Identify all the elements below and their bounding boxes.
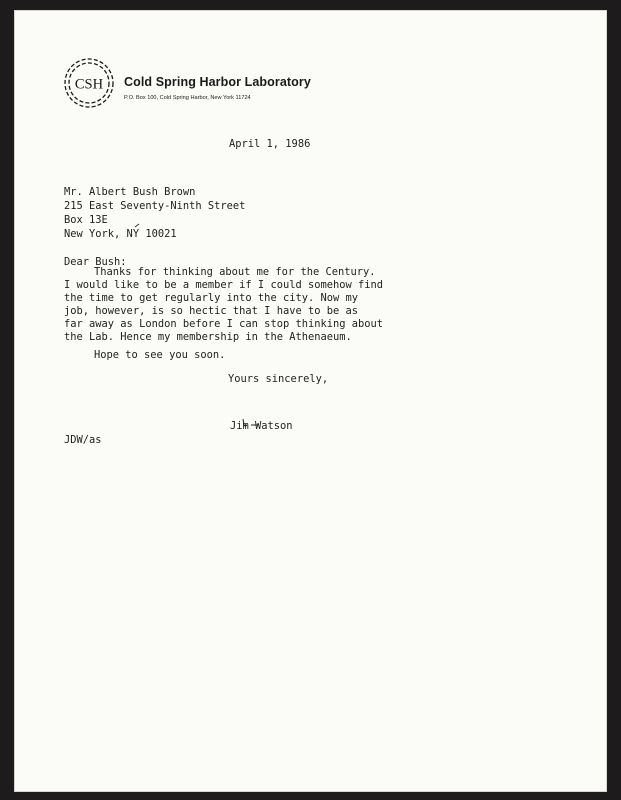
letter-date: April 1, 1986 [229, 138, 311, 150]
org-name: Cold Spring Harbor Laboratory [124, 75, 311, 89]
body-line: Thanks for thinking about me for the Century. [94, 266, 376, 278]
logo-text: CSH [74, 76, 104, 93]
recipient-unit: Box 13E [64, 214, 108, 226]
body-line: I would like to be a member if I could somehow find [64, 279, 384, 291]
body-line: the Lab. Hence my membership in the Athenaeum. [64, 331, 352, 343]
closing-line: Hope to see you soon. [94, 349, 226, 361]
salutation: Dear Bush: [64, 256, 127, 268]
recipient-city: New York, NY 10021 [64, 228, 177, 240]
signer-name: Jim Watson [230, 420, 293, 432]
valediction: Yours sincerely, [228, 373, 329, 385]
csh-logo-icon [61, 55, 117, 111]
recipient-street: 215 East Seventy-Ninth Street [64, 200, 246, 212]
org-address: P.O. Box 100, Cold Spring Harbor, New York 11724 [124, 95, 251, 101]
letter-page [14, 10, 607, 792]
body-line: far away as London before I can stop thinking about [64, 318, 384, 330]
typist-initials: JDW/as [64, 434, 102, 446]
body-line: job, however, is so hectic that I have to be as [64, 305, 359, 317]
recipient-name: Mr. Albert Bush Brown [64, 186, 196, 198]
body-line: the time to get regularly into the city. Now my [64, 292, 359, 304]
